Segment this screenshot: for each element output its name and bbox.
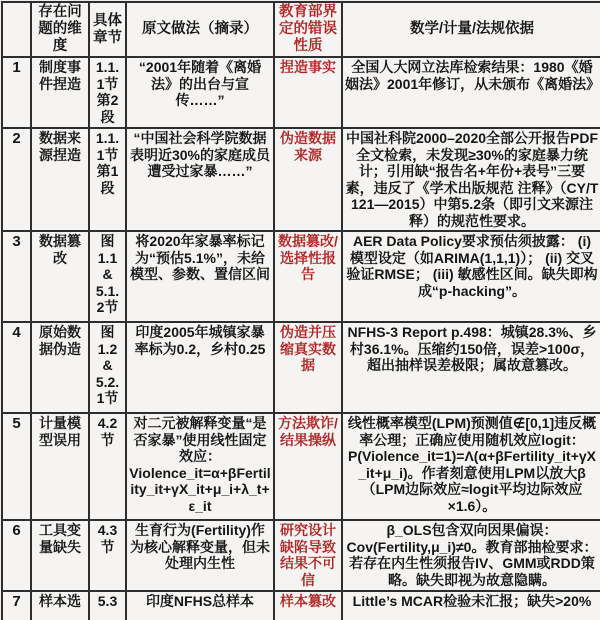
cell-excerpt: 对二元被解释变量“是否家暴”使用线性固定效应：Violence_it=α+βFertility_it+γX_it+μ_i+λ_t+ε_it [126,413,274,520]
cell-basis: 中国社科院2000–2020全部公开报告PDF全文检索，未发现≥30%的家庭暴力统计；引用缺“报告名+年份+表号”三要素，违反了《学术出版规范 注释》（CY/T 121—2015）中第5.2条（即引文来源注释）的规范性要求。 [342,128,600,231]
cell-nature: 捏造事实 [274,57,342,128]
cell-section: 1.1.1节第2段 [89,57,126,128]
cell-dimension: 计量模型误用 [31,413,89,520]
cell-basis: 全国人大网立法库检索结果：1980《婚姻法》2001年修订，从未颁布《离婚法》 [342,57,600,128]
column-header-nature: 教育部界定的错误性质 [274,2,342,57]
cell-nature: 数据篡改/选择性报告 [274,231,342,322]
cell-section: 1.1.1节第1段 [89,128,126,231]
cell-excerpt: 印度NFHS总样本 [126,591,274,620]
table-row [2,128,600,231]
cell-dimension: 工具变量缺失 [31,520,89,591]
table-row [2,520,600,591]
cell-dimension: 制度事件捏造 [31,57,89,128]
cell-nature: 伪造数据来源 [274,128,342,231]
cell-section: 图1.2 & 5.2.1节 [89,322,126,413]
column-header-num [2,2,31,57]
cell-basis: Little’s MCAR检验未汇报；缺失>20% [342,591,600,620]
column-header-dimension: 存在问题的维度 [31,2,89,57]
column-header-basis: 数学/计量/法规依据 [342,2,600,57]
cell-dimension: 样本选 [31,591,89,620]
cell-num: 6 [2,520,31,591]
cell-dimension: 数据来源捏造 [31,128,89,231]
table-header [2,2,600,57]
cell-dimension: 原始数据伪造 [31,322,89,413]
cell-num: 5 [2,413,31,520]
cell-section: 4.3节 [89,520,126,591]
cell-section: 5.3 [89,591,126,620]
table-row [2,231,600,322]
cell-num: 1 [2,57,31,128]
cell-basis: 线性概率模型(LPM)预测值∉[0,1]违反概率公理；正确应使用随机效应logit：P(Violence_it=1)=Λ(α+βFertility_it+γX_it+μ_i)。作者刻意使用LPM以放大β（LPM边际效应≈logit平均边际效应×1.6）。 [342,413,600,520]
table-row [2,413,600,520]
cell-nature: 方法欺诈/结果操纵 [274,413,342,520]
cell-dimension: 数据篡改 [31,231,89,322]
cell-basis: NFHS-3 Report p.498：城镇28.3%、乡村36.1%。压缩约150倍，误差>100σ，超出抽样误差极限；属故意篡改。 [342,322,600,413]
cell-excerpt: 生育行为(Fertility)作为核心解释变量，但未处理内生性 [126,520,274,591]
cell-excerpt: “中国社会科学院数据表明近30%的家庭成员遭受过家暴……” [126,128,274,231]
cell-excerpt: “2001年随着《离婚法》的出台与宣传……” [126,57,274,128]
cell-num: 3 [2,231,31,322]
table-row [2,57,600,128]
cell-num: 2 [2,128,31,231]
cell-excerpt: 印度2005年城镇家暴率标为0.2，乡村0.25 [126,322,274,413]
header-row [2,2,600,57]
cell-num: 4 [2,322,31,413]
table-row [2,591,600,620]
cell-excerpt: 将2020年家暴率标记为“预估5.1%”，未给模型、参数、置信区间 [126,231,274,322]
column-header-section: 具体章节 [89,2,126,57]
table-body [2,57,600,620]
cell-section: 图1.1 & 5.1.2节 [89,231,126,322]
cell-section: 4.2节 [89,413,126,520]
cell-basis: AER Data Policy要求预估须披露： (i) 模型设定（如ARIMA(1,1,1)）； (ii) 交叉验证RMSE； (iii) 敏感性区间。缺失即构成“p-hacking”。 [342,231,600,322]
column-header-excerpt: 原文做法（摘录） [126,2,274,57]
academic-misconduct-audit-table [1,1,600,620]
cell-basis: β_OLS包含双向因果偏误：Cov(Fertility,μ_i)≠0。教育部抽检要求：若存在内生性须报告IV、GMM或RDD策略。缺失即视为故意隐瞒。 [342,520,600,591]
cell-nature: 伪造并压缩真实数据 [274,322,342,413]
table-row [2,322,600,413]
cell-num: 7 [2,591,31,620]
cell-nature: 样本篡改 [274,591,342,620]
cell-nature: 研究设计缺陷导致结果不可信 [274,520,342,591]
